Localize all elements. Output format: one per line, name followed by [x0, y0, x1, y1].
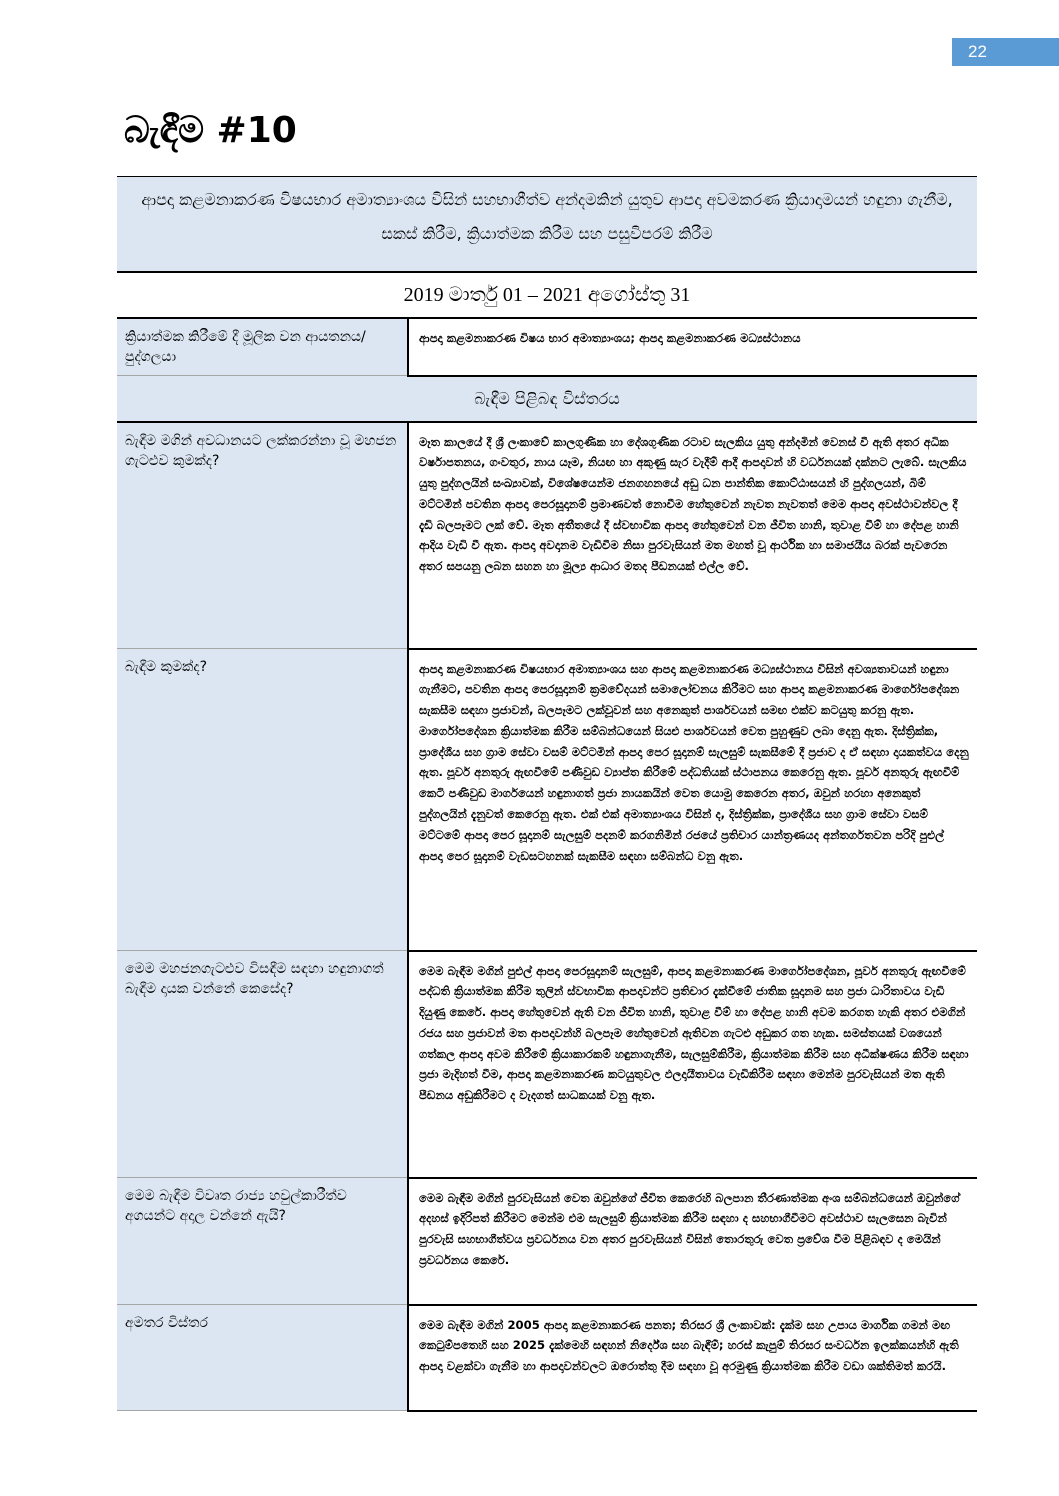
table-row	[117, 1178, 977, 1305]
responsible-row	[117, 318, 977, 376]
row-value-problem: මෑත කාලයේ දී ශ්‍රී ලංකාවේ කාලගුණික හා දේශගුණික රටාව සැලකිය යුතු අන්දමින් වෙනස් වී ඇති අතර අධික වර්ෂාපතනය, ගංවතුර, නාය යෑම, නියඟ හා අකුණු සැර වැදීම් ආදී ආපදාවන් හි වර්ධනයක් දක්නට ලැබේ. සැලකිය යුතු පුද්ගලයින් සංඛ්‍යාවක්, විශේෂයෙන්ම ජනගහනයේ අඩු ධන පාන්තික කොට්ඨාසයන් හි පුද්ගලයන්, බිම් මට්ටමින් පවතින ආපදා පෙරසූදානම් ප්‍රමාණවත් නොවීම හේතුවෙන් නැවත නැවතත් මෙම ආපදා අවස්ථාවන්වල දී දැඩි බලපෑමට ලක් වේ. මෑත අතීතයේ දී ස්වභාවික ආපදා හේතුවෙන් වන ජීවිත හානි, තුවාළ වීම් හා දේපළ හානි ආදිය වැඩි වී ඇත. ආපදා අවදානම වැඩිවීම නිසා පුරවැසියන් මත මහත් වූ ආර්ථික හා සමාජයීය බරක් පැවරෙන අතර සපයනු ලබන සහන හා මූල්‍ය ආධාර මතද පීඩනයක් එල්ල වේ.	[408, 422, 977, 649]
page-number: 22	[952, 38, 1059, 66]
table-row	[117, 422, 977, 649]
table-row	[117, 951, 977, 1178]
table-row	[117, 649, 977, 951]
row-label-commitment: බැඳීම කුමක්ද?	[117, 649, 408, 951]
responsible-label: ක්‍රියාත්මක කිරීමේ දී මූලික වන ආයතනය/ පුද්ගලයා	[117, 318, 408, 376]
row-label-contribution: මෙම මහජනගැටළුව විසඳීම සඳහා හඳුනාගත් බැඳීම දායක වන්නේ කෙසේද?	[117, 951, 408, 1178]
commitment-heading: ආපදා කළමනාකරණ විෂයභාර අමාත්‍යාංශය විසින් සහභාගීත්ව අන්දමකින් යුතුව ආපදා අවමකරණ ක්‍රියාදාමයන් හඳුනා ගැනීම, සකස් කිරීම, ක්‍රියාත්මක කිරීම සහ පසුවිපරම් කිරීම	[117, 177, 977, 273]
table-row	[117, 1305, 977, 1411]
commitment-table	[117, 176, 977, 1412]
commitment-period: 2019 මාර්තු 01 – 2021 අගෝස්තු 31	[117, 272, 977, 318]
row-value-commitment: ආපදා කළමනාකරණ විෂයභාර අමාත්‍යාංශය සහ ආපදා කළමනාකරණ මධ්‍යස්ථානය විසින් අවශ්‍යතාවයන් හඳුනා ගැනීමට, පවතින ආපදා පෙරසූදානම් ක්‍රමවේදයන් සමාලෝචනය කිරීමට සහ ආපදා කළමනාකරණ මාර්ගෝපදේශන සැකසීම සඳහා ප්‍රජාවන්, බලපෑමට ලක්වූවන් සහ අනෙකුත් පාර්ශවයන් සමඟ එක්ව කටයුතු කරනු ඇත. මාර්ගෝපදේශන ක්‍රියාත්මක කිරීම සම්බන්ධයෙන් සියළු පාර්ශවයන් වෙත පුහුණුව ලබා දෙනු ඇත. දිස්ත්‍රික්ක, ප්‍රාදේශීය සහ ග්‍රාම සේවා වසම් මට්ටමින් ආපදා පෙර සූදානම් සැලසුම් සැකසීමේ දී ප්‍රජාව ද ඒ සඳහා දායකත්වය දෙනු ඇත. පූර්ව අනතුරු ඇඟවීමේ පණිවුඩ ව්‍යාප්ත කිරීමේ පද්ධතියක් ස්ථාපනය කෙරෙනු ඇත. පූර්ව අනතුරු ඇඟවීම් කෙටි පණිවුඩ මාර්ගයෙන් හඳුනාගත් ප්‍රජා නායකයින් වෙත යොමු කෙරෙන අතර, ඔවුන් හරහා අනෙකුත් පුද්ගලයින් දැනුවත් කෙරෙනු ඇත. එක් එක් අමාත්‍යාංශය විසින් ද, දිස්ත්‍රික්ක, ප්‍රාදේශීය සහ ග්‍රාම සේවා වසම් මට්ටමේ ආපදා පෙර සූදානම් සැලසුම් පදනම් කරගනිමින් රජයේ ප්‍රතිචාර යාන්ත්‍රණයද අන්තර්ගතවන පරිදි පුළුල් ආපදා පෙර සූදානම් වැඩසටහනක් සැකසීම සඳහා සම්බන්ධ වනු ඇත.	[408, 649, 977, 951]
commitment-title: බැඳීම #10	[124, 110, 297, 151]
row-label-additional: අමතර විස්තර	[117, 1305, 408, 1411]
description-header: බැඳීම පිළිබඳ විස්තරය	[117, 376, 977, 422]
row-value-additional: මෙම බැඳීම මගින් 2005 ආපදා කළමනාකරණ පනත; තිරසර ශ්‍රී ලංකාවක්: දැක්ම සහ උපාය මාර්ගික ගමන් මඟ කෙටුම්පතෙහි සහ 2025 දැක්මෙහි සඳහන් නිර්දේශ සහ බැඳීම්; හරස් කැපුම් තිරසර සංවර්ධන ඉලක්කයන්හි ඇති ආපදා වළක්වා ගැනීම හා ආපදාවන්වලට ඔරොත්තු දීම සඳහා වූ අරමුණු ක්‍රියාත්මක කිරීම වඩා ශක්තිමත් කරයි.	[408, 1305, 977, 1411]
row-label-ogp-values: මෙම බැඳීම විවෘත රාජ්‍ය හවුල්කාරීත්ව අගයන්ට අදාල වන්නේ ඇයි?	[117, 1178, 408, 1305]
row-value-ogp-values: මෙම බැඳීම මගින් පුරවැසියන් වෙත ඔවුන්ගේ ජීවිත කෙරෙහි බලපාන තීරණාත්මක අංශ සම්බන්ධයෙන් ඔවුන්ගේ අදහස් ඉදිරිපත් කිරීමට මෙන්ම එම සැලසුම් ක්‍රියාත්මක කිරීම සඳහා ද සහභාගීවීමට අවස්ථාව සැලසෙන බැවින් පුරවැසි සහභාගීත්වය ප්‍රවර්ධනය වන අතර පුරවැසියන් විසින් තොරතුරු වෙත ප්‍රවේශ වීම පිළිබඳව ද මෙයින් ප්‍රවර්ධනය කෙරේ.	[408, 1178, 977, 1305]
responsible-value: ආපදා කළමනාකරණ විෂය භාර අමාත්‍යාංශය; ආපදා කළමනාකරණ මධ්‍යස්ථානය	[408, 318, 977, 376]
row-value-contribution: මෙම බැඳීම මගින් පුළුල් ආපදා පෙරසූදානම් සැලසුම්, ආපදා කළමනාකරණ මාර්ගෝපදේශන, පූර්ව අනතුරු ඇඟවීමේ පද්ධති ක්‍රියාත්මක කිරීම තුලින් ස්වභාවික ආපදාවන්ට ප්‍රතිචාර දැක්වීමේ ජාතික සූදානම සහ ප්‍රජා ධාරිතාවය වැඩි දියුණු කෙරේ. ආපදා හේතුවෙන් ඇති වන ජීවිත හානි, තුවාළ වීම් හා දේපළ හානි අවම කරගත හැකි අතර එමගින් රජය සහ ප්‍රජාවන් මත ආපදාවන්හි බලපෑම හේතුවෙන් ඇතිවන ගැටළු අඩුකර ගත හැක. සමස්තයක් වශයෙන් ගත්කල ආපදා අවම කිරීමේ ක්‍රියාකාරකම් හඳුනාගැනීම, සැලසුම්කිරීම, ක්‍රියාත්මක කිරීම සහ අධීක්ෂණය කිරීම සඳහා ප්‍රජා මැදිහත් වීම, ආපදා කළමනාකරණ කටයුතුවල ඵලදායීතාවය වැඩිකිරීම සඳහා මෙන්ම පුරවැසියන් මත ඇති පීඩනය අඩුකිරීමට ද වැදගත් සාධකයක් වනු ඇත.	[408, 951, 977, 1178]
row-label-problem: බැඳීම මගින් අවධානයට ලක්කරන්නා වූ මහජන ගැටළුව කුමක්ද?	[117, 422, 408, 649]
